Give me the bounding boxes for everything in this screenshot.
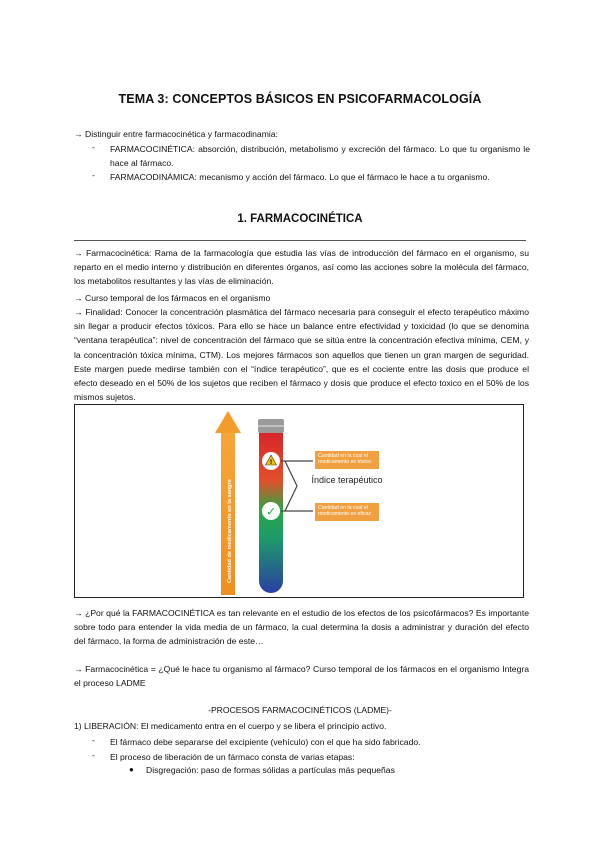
bullet-dot: ●: [129, 765, 134, 774]
liberacion-paragraph: 1) LIBERACIÓN: El medicamento entra en el cuerpo y se libera el principio activo.: [74, 721, 387, 731]
effective-amount-label: Cantidad en la cual el medicamento es eficaz: [318, 505, 372, 518]
procesos-item-etapas: El proceso de liberación de un fármaco consta de varias etapas:: [110, 752, 355, 762]
intro-item-farmacodinamica: FARMACODINÁMICA: mecanismo y acción del fármaco. Lo que el fármaco le hace a tu organismo.: [110, 172, 490, 182]
section-heading: 1. FARMACOCINÉTICA: [237, 213, 363, 225]
check-glyph: ✓: [265, 504, 277, 519]
procesos-item-excipiente: El fármaco debe separarse del excipiente (vehículo) con el que ha sido fabricado.: [110, 737, 421, 747]
page-title: TEMA 3: CONCEPTOS BÁSICOS EN PSICOFARMACOLOGÍA: [118, 92, 482, 106]
paragraph-curso: → Curso temporal de los fármacos en el organismo: [74, 293, 271, 303]
therapeutic-index-figure: [74, 404, 524, 598]
procesos-heading: -PROCESOS FARMACOCINÉTICOS (LADME)-: [208, 705, 392, 715]
dash-marker: -: [92, 750, 95, 760]
paragraph-ladme: → Farmacocinética = ¿Qué le hace tu organismo al fármaco? Curso temporal de los fármacos en el organismo Integra el proceso LADME: [74, 664, 529, 689]
toxic-amount-label: Cantidad en la cual el medicamento es tóxico: [318, 453, 372, 466]
dash-marker: -: [92, 735, 95, 745]
paragraph-relevancia: → ¿Por qué la FARMACOCINÉTICA es tan relevante en el estudio de los efectos de los psicofármacos? Es importante sobre todo para entender la vida media de un fármaco, la cual determina la dosis a administrar y duración del efecto del fármaco, la forma de administración de este…: [74, 608, 529, 647]
therapeutic-index-diagram: [75, 405, 523, 597]
bracket-lines: [281, 461, 313, 511]
warning-glyph: !: [269, 459, 273, 466]
dash-marker: -: [92, 170, 95, 180]
therapeutic-index-label: Índice terapéutico: [311, 475, 383, 485]
procesos-subitem-disgregacion: Disgregación: paso de formas sólidas a partículas más pequeñas: [146, 765, 395, 775]
paragraph-definition: → Farmacocinética: Rama de la farmacología que estudia las vías de introducción del fármaco en el organismo, su reparto en el medio interno y distribución en diferentes órganos, así como las acciones sobre la molécula del fármaco, los metabolitos resultantes y las vías de eliminación.: [74, 248, 529, 287]
intro-item-farmacocinetica: FARMACOCINÉTICA: absorción, distribución, metabolismo y excreción del fármaco. Lo que tu organismo le hace al fármaco.: [110, 144, 530, 169]
section-divider: [74, 240, 526, 241]
dash-marker: -: [92, 142, 95, 152]
intro-heading: → Distinguir entre farmacocinética y farmacodinamia:: [74, 129, 278, 139]
paragraph-finalidad: → Finalidad: Conocer la concentración plasmática del fármaco necesaria para conseguir el efecto terapéutico máximo sin llegar a producir efectos tóxicos. Para ello se hace un balance entre efectividad y toxicidad (lo que se denomina “ventana terapéutica”: nivel de concentración del fármaco que se sitúa entre la concentración efectiva mínima, CEM, y la concentración tóxica mínima, CTM). Los mejores fármacos son aquellos que tienen un gran margen de seguridad. Este margen puede medirse también con el “índice terapéutico”, que es el cociente entre las dosis que produce el efecto deseado en el 50% de los sujetos que reciben el fármaco y dosis que produce el efecto toxico en el 50% de los mismos sujetos.: [74, 307, 529, 403]
axis-label: Cantidad de medicamento en la sangre: [227, 479, 233, 583]
warning-icon: [262, 452, 280, 470]
check-icon: [262, 502, 280, 520]
